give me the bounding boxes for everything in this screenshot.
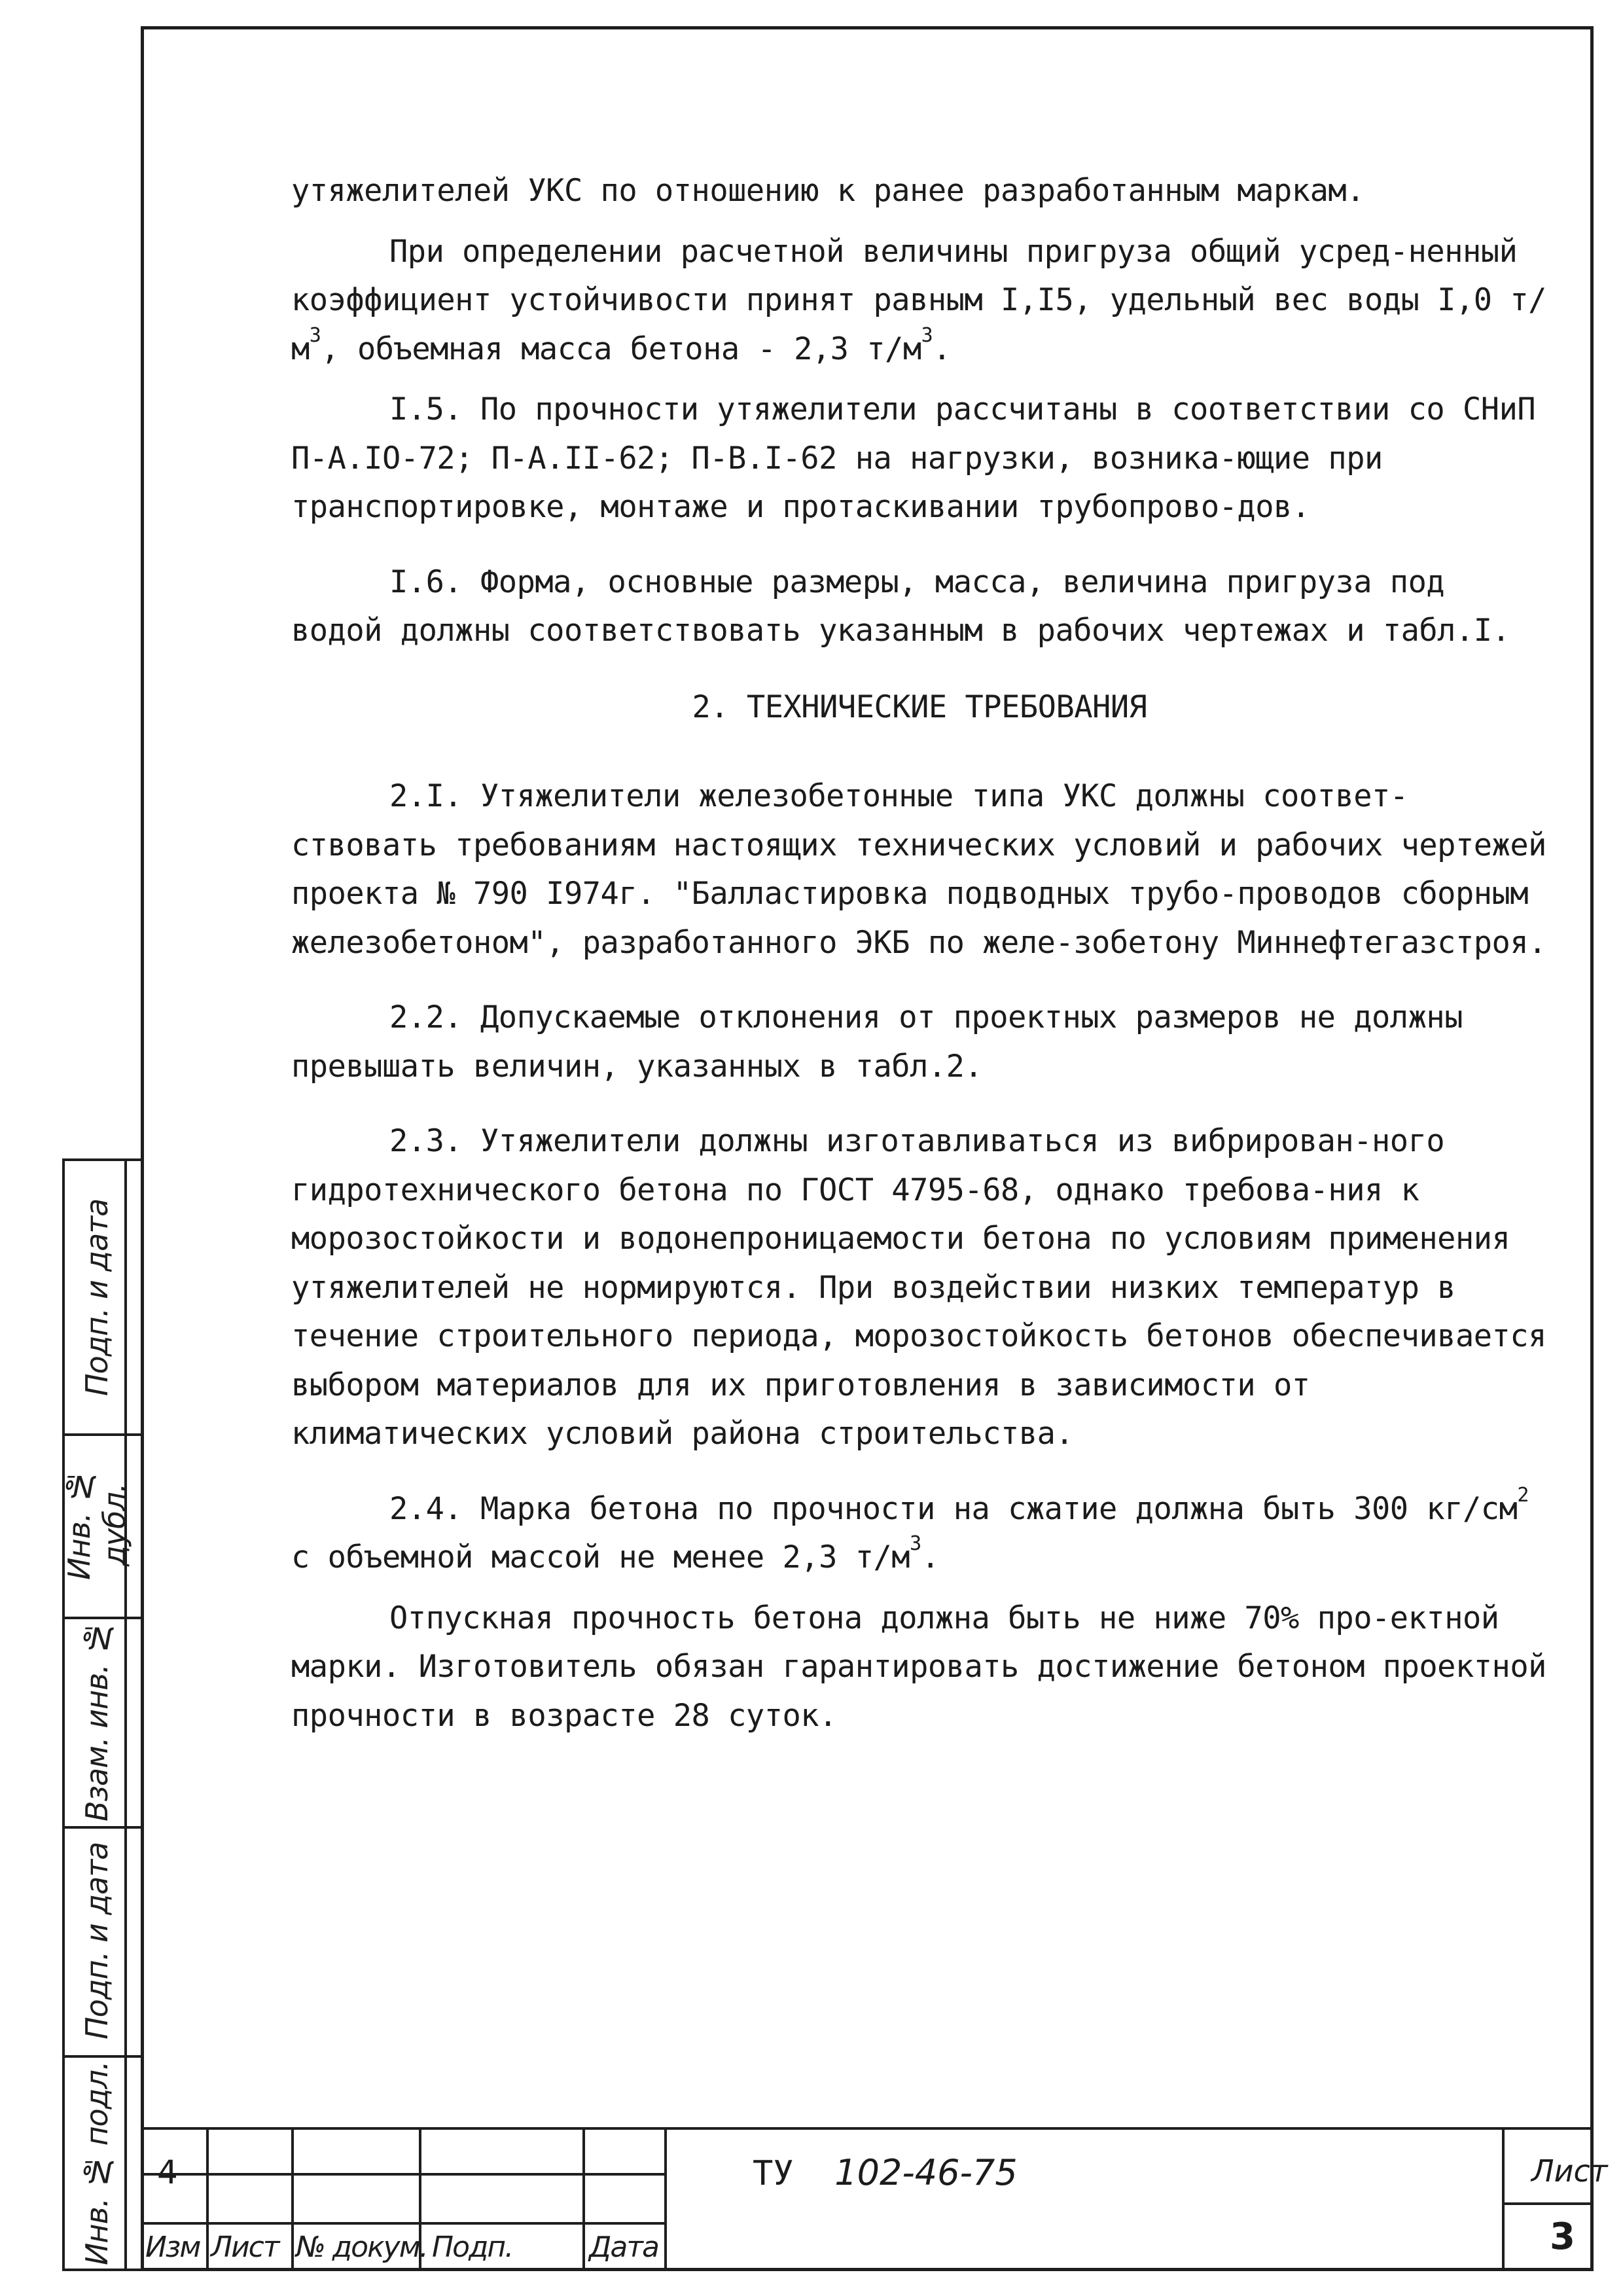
paragraph-2-1: 2.I. Утяжелители железобетонные типа УКС должны соответ-ствовать требованиям настоящих технических условий и рабочих чертежей проекта № 790 I974г. "Балластировка подводных трубо-проводов сборным железобетоном", разработанного ЭКБ по желе-зобетону Миннефтегазстроя. (291, 778, 1546, 961)
side-stamp-rule (62, 1617, 141, 1619)
paragraph-1-5: I.5. По прочности утяжелители рассчитаны в соответствии со СНиП П-А.IO-72; П-А.II-62; П-В.I-62 на нагрузки, возника-ющие при транспортировке, монтаже и протаскивании трубопрово-дов. (291, 391, 1536, 525)
label-signature: Подп. (432, 2231, 513, 2264)
side-stamp-rule (62, 2055, 141, 2058)
sheet-number: 3 (1550, 2215, 1575, 2258)
document-code-prefix: ТУ (753, 2154, 794, 2193)
sheet-box-rule (1502, 2202, 1594, 2205)
label-doc-number: № докум. (296, 2231, 427, 2264)
document-code-number: 102-46-75 (834, 2152, 1018, 2193)
label-izm: Изм (145, 2231, 200, 2264)
sheet-label: Лист (1531, 2153, 1608, 2189)
side-label-orig-inv: Инв. № подл. (79, 2061, 115, 2265)
section-heading: 2. ТЕХНИЧЕСКИЕ ТРЕБОВАНИЯ (692, 689, 1147, 725)
paragraph-1: утяжелителей УКС по отношению к ранее разработанным маркам. (291, 173, 1364, 209)
label-list: Лист (211, 2231, 279, 2264)
title-block-col-rule (291, 2127, 294, 2271)
paragraph-release-strength: Отпускная прочность бетона должна быть не ниже 70% про-ектной марки. Изготовитель обязан гарантировать достижение бетоном проектной прочности в возрасте 28 суток. (291, 1600, 1546, 1734)
paragraph-1-6: I.6. Форма, основные размеры, масса, величина пригруза под водой должны соответствовать указанным в рабочих чертежах и табл.I. (291, 564, 1510, 649)
side-stamp-rule (62, 1826, 141, 1829)
title-block-col-rule (206, 2127, 209, 2271)
paragraph-2: При определении расчетной величины пригруза общий усред-ненный коэффициент устойчивости принят равным I,I5, удельный вес воды I,0 $т/м^3$, объемная масса бетона - 2,3 $т/м^3$. (291, 233, 1546, 367)
side-label-sign-date: Подп. и дата (79, 1198, 115, 1397)
document-body (291, 167, 1548, 1740)
paragraph-2-3: 2.3. Утяжелители должны изготавливаться из вибрирован-ного гидротехнического бетона по ГОСТ 4795-68, однако требова-ния к морозостойкости и водонепроницаемости бетона по условиям применения утяжелителей не нормируются. При воздействии низких температур в течение строительного периода, морозостойкость бетонов обеспечивается выбором материалов для их приготовления в зависимости от климатических условий района строительства. (291, 1123, 1546, 1452)
side-label-dup-inv: Инв. № дубл. (62, 1469, 132, 1581)
margin-mark: 4 (157, 2153, 178, 2191)
sheet-box-rule (1502, 2127, 1505, 2271)
side-stamp-rule (62, 1433, 141, 1436)
side-label-sign-date-2: Подп. и дата (79, 1842, 115, 2039)
title-block-top-rule (141, 2127, 1594, 2130)
document-code (753, 2152, 1018, 2193)
paragraph-2-2: 2.2. Допускаемые отклонения от проектных размеров не должны превышать величин, указанных в табл.2. (291, 999, 1463, 1085)
title-block-col-rule (582, 2127, 585, 2271)
title-block-row-rule (141, 2222, 664, 2225)
side-label-replace-inv: Взам. инв. № (79, 1621, 115, 1822)
label-date: Дата (589, 2231, 658, 2264)
title-block-row-rule (141, 2173, 664, 2176)
title-block-col-rule (664, 2127, 667, 2271)
paragraph-2-4: 2.4. Марка бетона по прочности на сжатие должна быть 300 $кг/см^2$ с объемной массой не менее 2,3 $т/м^3$. (291, 1483, 1529, 1575)
